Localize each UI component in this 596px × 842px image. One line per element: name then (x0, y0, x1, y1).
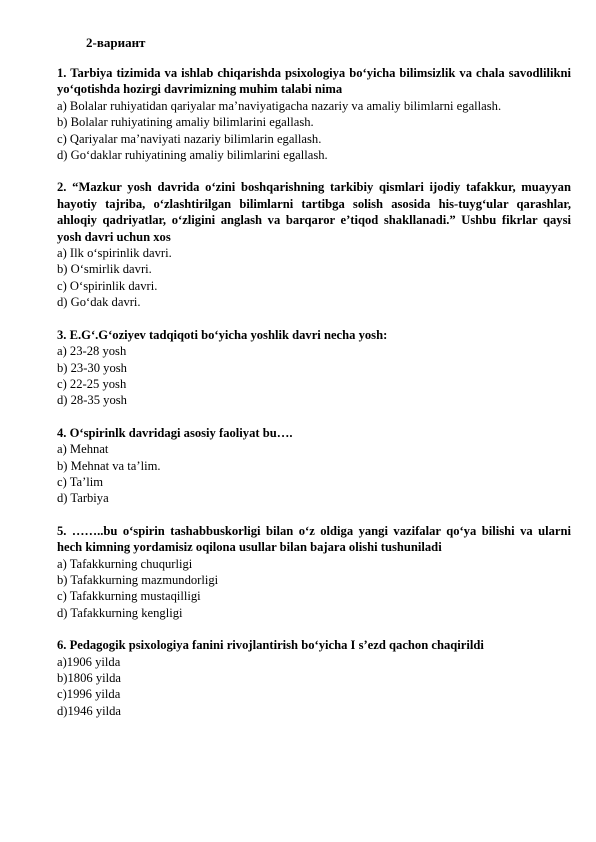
answer-option-b: b) Bolalar ruhiyatining amaliy bilimlarini egallash. (57, 115, 314, 130)
question-4 (57, 425, 571, 507)
question-1 (57, 65, 571, 163)
answer-option-d: d) Go‘daklar ruhiyatining amaliy bilimlarini egallash. (57, 148, 328, 163)
answer-option-b: b) 23-30 yosh (57, 360, 127, 375)
question-5 (57, 523, 571, 621)
variant-heading: 2-вариант (86, 35, 146, 50)
answer-option-a: a) Ilk o‘spirinlik davri. (57, 246, 172, 261)
question-6 (57, 637, 571, 719)
question-3 (57, 327, 571, 409)
answer-option-c: c) O‘spirinlik davri. (57, 278, 158, 293)
answer-option-d: d) Go‘dak davri. (57, 295, 141, 310)
question-text: 5. ……..bu o‘spirin tashabbuskorligi bilan o‘z oldiga yangi vazifalar qo‘ya bilishi va ularni hech kimning yordamisiz oqilona usullar bilan bajara olishi tushuniladi (57, 523, 571, 555)
answer-option-c: c) Qariyalar ma’naviyati nazariy bilimlarin egallash. (57, 131, 322, 146)
answer-option-c: c) 22-25 yosh (57, 376, 127, 391)
question-text: 2. “Mazkur yosh davrida o‘zini boshqarishning tarkibiy qismlari ijodiy tafakkur, muayyan hayotiy tajriba, o‘zlashtirilgan bilimlarni tartibga solish asosida his-tuyg‘ular qarashlar, ahloqiy qadriyatlar, o‘zligini anglash va barqaror e’tiqod shakllanadi.” Ushbu fikrlar qaysi yosh davri uchun xos (57, 180, 571, 244)
answer-option-d: d)1946 yilda (57, 703, 122, 718)
question-text: 6. Pedagogik psixologiya fanini rivojlantirish bo‘yicha I s’ezd qachon chaqirildi (57, 638, 484, 653)
answer-option-c: c) Ta’lim (57, 474, 104, 489)
answer-option-d: d) 28-35 yosh (57, 393, 127, 408)
answer-option-a: a) Bolalar ruhiyatidan qariyalar ma’naviyatigacha nazariy va amaliy bilimlarni egallash. (57, 98, 502, 113)
question-list (57, 65, 571, 735)
answer-option-c: c) Tafakkurning mustaqilligi (57, 589, 201, 604)
answer-option-b: b) O‘smirlik davri. (57, 262, 152, 277)
answer-option-b: b)1806 yilda (57, 671, 122, 685)
answer-option-d: d) Tarbiya (57, 491, 109, 506)
answer-option-b: b) Tafakkurning mazmundorligi (57, 572, 219, 587)
answer-option-a: a) Tafakkurning chuqurligi (57, 556, 193, 571)
answer-option-b: b) Mehnat va ta’lim. (57, 458, 161, 473)
question-text: 4. O‘spirinlk davridagi asosiy faoliyat bu…. (57, 425, 293, 440)
question-2 (57, 179, 571, 310)
answer-option-a: a)1906 yilda (57, 654, 121, 669)
answer-option-c: c)1996 yilda (57, 687, 121, 702)
answer-option-a: a) Mehnat (57, 442, 109, 457)
question-text: 1. Tarbiya tizimida va ishlab chiqarishda psixologiya bo‘yicha bilimsizlik va chala savodlilikni yo‘qotishda hozirgi davrimizning muhim talabi nima (57, 66, 571, 97)
answer-option-a: a) 23-28 yosh (57, 344, 127, 359)
question-text: 3. E.G‘.G‘oziyev tadqiqoti bo‘yicha yoshlik davri necha yosh: (57, 327, 388, 342)
answer-option-d: d) Tafakkurning kengligi (57, 605, 183, 620)
